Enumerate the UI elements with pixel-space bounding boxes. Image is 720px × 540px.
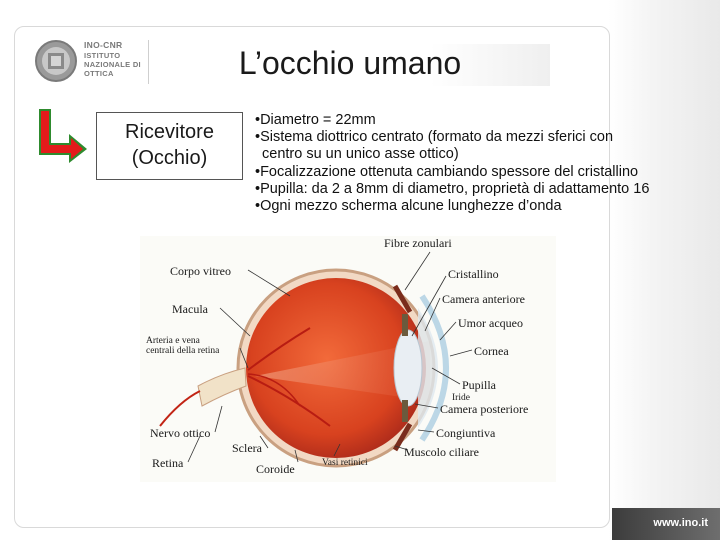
label-nervo-ottico: Nervo ottico: [150, 426, 211, 440]
slide-title: L’occhio umano: [238, 45, 462, 81]
receiver-box: [96, 112, 243, 180]
label-camera-anteriore: Camera anteriore: [442, 292, 525, 306]
eye-diagram: [140, 236, 556, 482]
right-decorative-bar: [608, 0, 720, 540]
footer-bar: [612, 508, 720, 540]
bullet-item: •Sistema diottrico centrato (formato da mezzi sferici con: [255, 129, 614, 146]
ino-cnr-logo: [30, 37, 145, 87]
footer-website[interactable]: www.ino.it: [653, 517, 708, 529]
label-sclera: Sclera: [232, 441, 262, 455]
label-congiuntiva: Congiuntiva: [436, 426, 496, 440]
bullet-item: •Focalizzazione ottenuta cambiando spessore del cristallino: [255, 163, 639, 180]
label-iride: Iride: [452, 393, 470, 403]
logo-line3: NAZIONALE DI: [84, 60, 141, 69]
label-fibre-zonulari: Fibre zonulari: [384, 236, 452, 250]
label-vasi-retinici: Vasi retinici: [322, 458, 368, 468]
label-coroide: Coroide: [256, 462, 295, 476]
logo-org: INO-CNR: [84, 40, 123, 50]
logo-divider: [148, 40, 149, 84]
red-l-arrow-icon: [33, 107, 89, 163]
label-arteria-vena-2: centrali della retina: [146, 346, 220, 356]
label-macula: Macula: [172, 302, 208, 316]
receiver-label: Ricevitore: [125, 121, 214, 143]
label-pupilla: Pupilla: [462, 378, 497, 392]
label-retina: Retina: [152, 456, 184, 470]
bullet-item: •Diametro = 22mm: [255, 112, 376, 128]
label-corpo-vitreo: Corpo vitreo: [170, 264, 231, 278]
bullet-item: •Ogni mezzo scherma alcune lunghezze d’onda: [255, 198, 562, 215]
label-cristallino: Cristallino: [448, 267, 499, 281]
logo-line2: ISTITUTO: [84, 51, 121, 60]
ino-seal-icon: [34, 39, 78, 83]
logo-text: [84, 41, 154, 78]
label-camera-posteriore: Camera posteriore: [440, 402, 529, 416]
bullet-list: [255, 112, 692, 215]
logo-line4: OTTICA: [84, 69, 114, 78]
label-arteria-vena: Arteria e vena: [146, 336, 200, 346]
label-umor-acqueo: Umor acqueo: [458, 316, 523, 330]
label-cornea: Cornea: [474, 344, 509, 358]
label-muscolo-ciliare: Muscolo ciliare: [404, 445, 479, 459]
receiver-sublabel: (Occhio): [131, 147, 208, 169]
bullet-item-continued: centro su un unico asse ottico): [262, 146, 459, 163]
bullet-item: •Pupilla: da 2 a 8mm di diametro, proprietà di adattamento 16: [255, 180, 650, 197]
